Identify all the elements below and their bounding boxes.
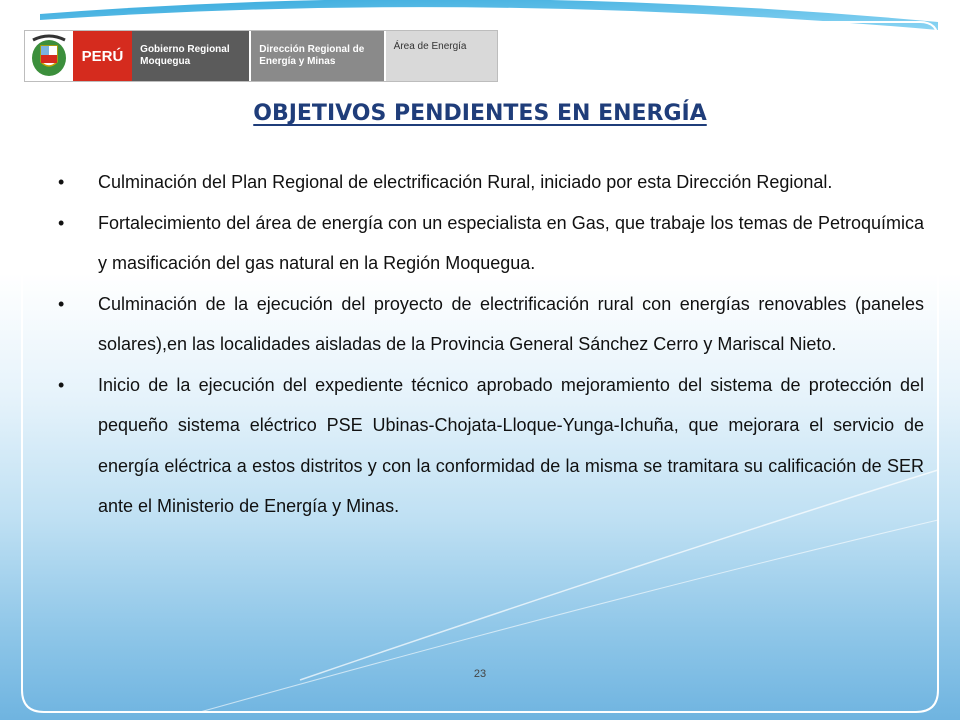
bullet-icon: • [58, 374, 65, 395]
bullet-text: Culminación de la ejecución del proyecto de electrificación rural con energías renovables (paneles solares),en las localidades aisladas de la Provincia General Sánchez Cerro y Mariscal Nieto. [98, 293, 924, 354]
coat-of-arms-icon [25, 31, 73, 81]
peru-label: PERÚ [73, 31, 132, 81]
slide-title-text: OBJETIVOS PENDIENTES EN ENERGÍA [253, 101, 707, 126]
bullet-item [58, 203, 924, 284]
org-direccion-regional: Dirección Regional de Energía y Minas [249, 31, 383, 81]
bullet-text: Fortalecimiento del área de energía con un especialista en Gas, que trabaje los temas de Petroquímica y masificación del gas natural en la Región Moquegua. [98, 212, 924, 273]
slide-title [0, 101, 960, 126]
bullet-text: Culminación del Plan Regional de electrificación Rural, iniciado por esta Dirección Regional. [98, 172, 833, 192]
org-gobierno-regional: Gobierno Regional Moquegua [132, 31, 249, 81]
bullet-list [58, 162, 924, 527]
bullet-icon: • [58, 293, 65, 314]
bullet-icon: • [58, 172, 65, 192]
bullet-text: Inicio de la ejecución del expediente técnico aprobado mejoramiento del sistema de protección del pequeño sistema eléctrico PSE Ubinas-Chojata-Lloque-Yunga-Ichuña, que mejorara el servicio de energía eléctrica a estos distritos y con la conformidad de la misma se tramitara su calificación de SER ante el Ministerio de Energía y Minas. [98, 374, 924, 516]
bullet-item [58, 284, 924, 365]
org-area-energia: Área de Energía [384, 31, 497, 81]
header-logo [24, 30, 498, 82]
page-number: 23 [473, 668, 487, 680]
bullet-item [58, 162, 924, 203]
bullet-icon: • [58, 212, 65, 233]
bullet-item [58, 365, 924, 527]
